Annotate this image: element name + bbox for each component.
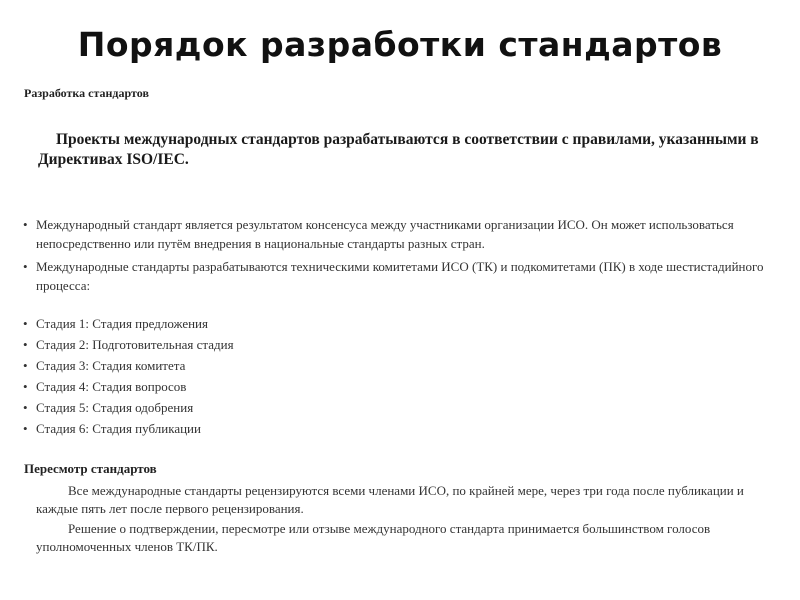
bullet-icon: • xyxy=(23,421,28,436)
stage-list xyxy=(22,313,422,439)
stage-item xyxy=(22,313,422,334)
bullet-icon: • xyxy=(23,400,28,415)
stage-text: Стадия 1: Стадия предложения xyxy=(36,316,208,331)
stage-text: Стадия 5: Стадия одобрения xyxy=(36,400,194,415)
stage-item xyxy=(22,418,422,439)
stage-item xyxy=(22,376,422,397)
section-subtitle: Разработка стандартов xyxy=(24,86,149,100)
review-paragraph xyxy=(36,520,766,556)
bullet-icon: • xyxy=(23,259,28,274)
stage-item xyxy=(22,355,422,376)
bullet-item xyxy=(22,215,772,253)
bullet-list xyxy=(22,215,772,299)
stage-item xyxy=(22,334,422,355)
stage-text: Стадия 4: Стадия вопросов xyxy=(36,379,187,394)
stage-text: Стадия 6: Стадия публикации xyxy=(36,421,201,436)
bullet-icon: • xyxy=(23,358,28,373)
review-paragraph-text: Все международные стандарты рецензируются всеми членами ИСО, по крайней мере, через три года после публикации и каждые пять лет после первого рецензирования. xyxy=(36,483,744,516)
bullet-icon: • xyxy=(23,337,28,352)
bullet-text: Международный стандарт является результатом консенсуса между участниками организации ИСО. Он может использоваться непосредственно или путём внедрения в национальные стандарты разных стран. xyxy=(36,217,734,251)
review-paragraph xyxy=(36,482,766,518)
bullet-icon: • xyxy=(23,217,28,232)
bullet-item xyxy=(22,257,772,295)
stage-item xyxy=(22,397,422,418)
stage-text: Стадия 3: Стадия комитета xyxy=(36,358,186,373)
intro-text: Проекты международных стандартов разрабатываются в соответствии с правилами, указанными в Директивах ISO/IEC. xyxy=(38,131,759,168)
review-heading: Пересмотр стандартов xyxy=(24,461,157,476)
bullet-icon: • xyxy=(23,316,28,331)
bullet-text: Международные стандарты разрабатываются техническими комитетами ИСО (ТК) и подкомитетами (ПК) в ходе шестистадийного процесса: xyxy=(36,259,764,293)
review-paragraph-text: Решение о подтверждении, пересмотре или отзыве международного стандарта принимается большинством голосов уполномоченных членов ТК/ПК. xyxy=(36,521,711,554)
page-title: Порядок разработки стандартов xyxy=(77,25,723,64)
stage-text: Стадия 2: Подготовительная стадия xyxy=(36,337,234,352)
bullet-icon: • xyxy=(23,379,28,394)
intro-paragraph xyxy=(38,130,768,170)
